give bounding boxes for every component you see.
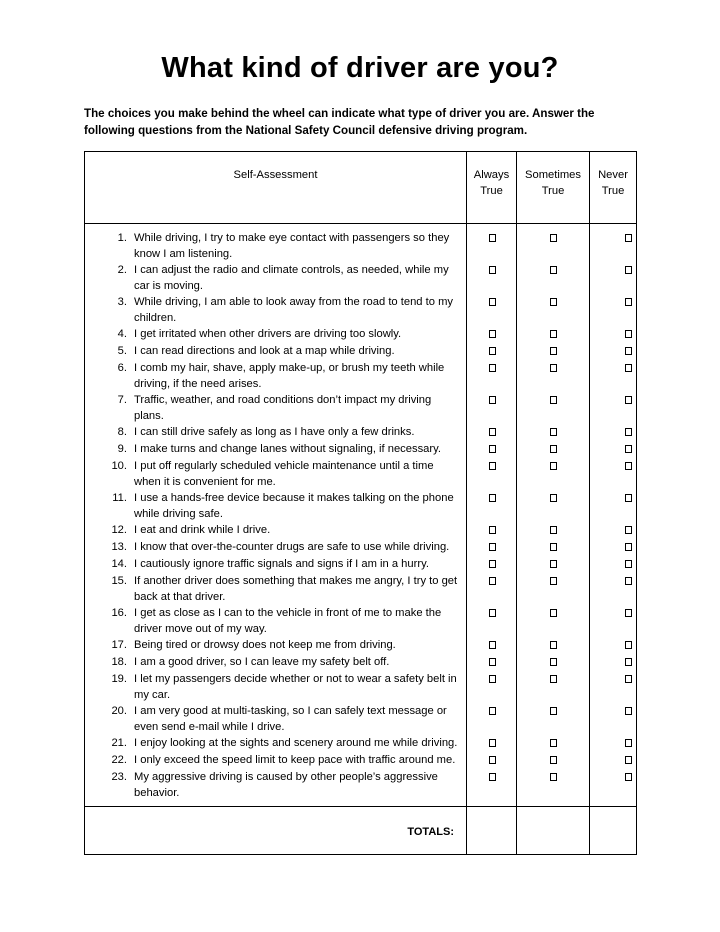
sometimes-true-checkbox[interactable]: [550, 543, 557, 551]
never-true-cell: [590, 573, 637, 605]
always-true-cell: [467, 769, 517, 807]
sometimes-true-checkbox[interactable]: [550, 773, 557, 781]
header-always-true: [467, 152, 517, 224]
never-true-checkbox[interactable]: [625, 445, 632, 453]
sometimes-true-cell: [517, 458, 590, 490]
question-text: I am very good at multi-tasking, so I can safely text message or even send e-mail while I drive.: [134, 705, 447, 733]
header-always-line1: Always: [473, 169, 510, 181]
header-never-line1: Never: [598, 169, 628, 181]
sometimes-true-cell: [517, 424, 590, 441]
sometimes-true-cell: [517, 637, 590, 654]
never-true-cell: [590, 703, 637, 735]
sometimes-true-checkbox[interactable]: [550, 739, 557, 747]
always-true-checkbox[interactable]: [489, 364, 496, 372]
never-true-cell: [590, 224, 637, 263]
totals-row: [85, 807, 637, 855]
table-row: [85, 441, 637, 458]
always-true-checkbox[interactable]: [489, 494, 496, 502]
always-true-cell: [467, 343, 517, 360]
table-row: [85, 769, 637, 807]
never-true-checkbox[interactable]: [625, 577, 632, 585]
sometimes-true-cell: [517, 522, 590, 539]
never-true-checkbox[interactable]: [625, 347, 632, 355]
sometimes-true-checkbox[interactable]: [550, 675, 557, 683]
table-row: [85, 224, 637, 263]
question-text: I put off regularly scheduled vehicle maintenance until a time when it is convenient for me.: [134, 460, 434, 488]
never-true-checkbox[interactable]: [625, 462, 632, 470]
question-cell: [85, 703, 467, 735]
question-text: I eat and drink while I drive.: [134, 524, 271, 536]
total-never-cell[interactable]: [590, 807, 637, 855]
always-true-cell: [467, 637, 517, 654]
question-cell: [85, 294, 467, 326]
sometimes-true-checkbox[interactable]: [550, 756, 557, 764]
never-true-checkbox[interactable]: [625, 756, 632, 764]
totals-label: TOTALS:: [85, 807, 467, 855]
question-text: I know that over-the-counter drugs are safe to use while driving.: [134, 541, 450, 553]
never-true-cell: [590, 392, 637, 424]
total-always-cell[interactable]: [467, 807, 517, 855]
never-true-cell: [590, 637, 637, 654]
question-text: I make turns and change lanes without signaling, if necessary.: [134, 443, 441, 455]
question-number: 8.: [117, 426, 127, 438]
question-number: 11.: [112, 492, 127, 504]
always-true-checkbox[interactable]: [489, 739, 496, 747]
always-true-cell: [467, 458, 517, 490]
sometimes-true-checkbox[interactable]: [550, 298, 557, 306]
sometimes-true-cell: [517, 703, 590, 735]
sometimes-true-cell: [517, 605, 590, 637]
sometimes-true-cell: [517, 573, 590, 605]
never-true-cell: [590, 654, 637, 671]
header-always-line2: True: [480, 185, 503, 197]
always-true-cell: [467, 654, 517, 671]
table-row: [85, 605, 637, 637]
never-true-cell: [590, 441, 637, 458]
question-number: 21.: [111, 737, 127, 749]
question-number: 4.: [117, 328, 127, 340]
never-true-cell: [590, 769, 637, 807]
always-true-checkbox[interactable]: [489, 462, 496, 470]
table-row: [85, 556, 637, 573]
header-sometimes-line2: True: [541, 185, 565, 197]
question-number: 5.: [117, 345, 127, 357]
question-number: 7.: [117, 394, 127, 406]
question-cell: [85, 556, 467, 573]
question-text: I cautiously ignore traffic signals and signs if I am in a hurry.: [134, 558, 429, 570]
always-true-checkbox[interactable]: [489, 298, 496, 306]
sometimes-true-checkbox[interactable]: [550, 609, 557, 617]
never-true-cell: [590, 671, 637, 703]
sometimes-true-checkbox[interactable]: [550, 526, 557, 534]
header-never-true: [590, 152, 637, 224]
sometimes-true-checkbox[interactable]: [550, 641, 557, 649]
never-true-checkbox[interactable]: [625, 364, 632, 372]
question-cell: [85, 752, 467, 769]
question-cell: [85, 424, 467, 441]
never-true-checkbox[interactable]: [625, 641, 632, 649]
sometimes-true-cell: [517, 671, 590, 703]
never-true-cell: [590, 539, 637, 556]
sometimes-true-cell: [517, 490, 590, 522]
question-number: 9.: [117, 443, 127, 455]
never-true-cell: [590, 360, 637, 392]
always-true-cell: [467, 294, 517, 326]
table-row: [85, 392, 637, 424]
sometimes-true-cell: [517, 224, 590, 263]
never-true-checkbox[interactable]: [625, 428, 632, 436]
never-true-cell: [590, 262, 637, 294]
never-true-checkbox[interactable]: [625, 675, 632, 683]
always-true-cell: [467, 262, 517, 294]
question-text: I use a hands-free device because it makes talking on the phone while driving safe.: [134, 492, 454, 520]
table-row: [85, 703, 637, 735]
always-true-checkbox[interactable]: [489, 234, 496, 242]
table-row: [85, 294, 637, 326]
question-number: 1.: [117, 232, 127, 244]
sometimes-true-cell: [517, 654, 590, 671]
question-cell: [85, 769, 467, 807]
always-true-cell: [467, 360, 517, 392]
intro-paragraph: The choices you make behind the wheel can indicate what type of driver you are. Answer the following questions from the National Safety Council defensive driving program.: [84, 107, 595, 137]
never-true-cell: [590, 343, 637, 360]
question-number: 15.: [111, 575, 127, 587]
sometimes-true-checkbox[interactable]: [550, 266, 557, 274]
never-true-checkbox[interactable]: [625, 298, 632, 306]
sometimes-true-cell: [517, 326, 590, 343]
question-number: 22.: [111, 754, 127, 766]
never-true-cell: [590, 556, 637, 573]
question-number: 6.: [117, 362, 127, 374]
question-cell: [85, 326, 467, 343]
always-true-checkbox[interactable]: [489, 641, 496, 649]
never-true-checkbox[interactable]: [625, 707, 632, 715]
always-true-checkbox[interactable]: [489, 526, 496, 534]
always-true-checkbox[interactable]: [489, 330, 496, 338]
sometimes-true-checkbox[interactable]: [550, 364, 557, 372]
always-true-checkbox[interactable]: [489, 609, 496, 617]
question-number: 19.: [111, 673, 127, 685]
always-true-cell: [467, 703, 517, 735]
sometimes-true-checkbox[interactable]: [550, 234, 557, 242]
table-row: [85, 458, 637, 490]
sometimes-true-checkbox[interactable]: [550, 577, 557, 585]
question-text: I can still drive safely as long as I have only a few drinks.: [134, 426, 415, 438]
never-true-cell: [590, 522, 637, 539]
question-number: 2.: [117, 264, 127, 276]
question-number: 20.: [111, 705, 127, 717]
never-true-checkbox[interactable]: [625, 526, 632, 534]
always-true-checkbox[interactable]: [489, 428, 496, 436]
question-text: I can read directions and look at a map while driving.: [134, 345, 395, 357]
question-text: If another driver does something that makes me angry, I try to get back at that driver.: [134, 575, 458, 603]
always-true-cell: [467, 671, 517, 703]
always-true-cell: [467, 522, 517, 539]
question-text: I only exceed the speed limit to keep pace with traffic around me.: [134, 754, 456, 766]
table-row: [85, 671, 637, 703]
sometimes-true-cell: [517, 556, 590, 573]
question-text: I let my passengers decide whether or not to wear a safety belt in my car.: [134, 673, 457, 701]
question-text: I am a good driver, so I can leave my safety belt off.: [134, 656, 390, 668]
always-true-cell: [467, 735, 517, 752]
always-true-checkbox[interactable]: [489, 756, 496, 764]
never-true-cell: [590, 735, 637, 752]
header-self-assessment: Self-Assessment: [85, 152, 467, 224]
question-cell: [85, 392, 467, 424]
sometimes-true-cell: [517, 539, 590, 556]
question-text: I get irritated when other drivers are driving too slowly.: [134, 328, 402, 340]
never-true-checkbox[interactable]: [625, 739, 632, 747]
never-true-checkbox[interactable]: [625, 609, 632, 617]
sometimes-true-checkbox[interactable]: [550, 330, 557, 338]
never-true-checkbox[interactable]: [625, 266, 632, 274]
sometimes-true-checkbox[interactable]: [550, 462, 557, 470]
question-cell: [85, 441, 467, 458]
always-true-checkbox[interactable]: [489, 577, 496, 585]
header-never-line2: True: [601, 185, 625, 197]
question-text: While driving, I try to make eye contact with passengers so they know I am listening.: [134, 232, 450, 260]
sometimes-true-cell: [517, 294, 590, 326]
always-true-cell: [467, 424, 517, 441]
question-number: 12.: [111, 524, 127, 536]
question-cell: [85, 224, 467, 263]
question-cell: [85, 573, 467, 605]
question-number: 17.: [111, 639, 127, 651]
never-true-cell: [590, 605, 637, 637]
question-number: 16.: [111, 607, 127, 619]
page-title: What kind of driver are you?: [161, 52, 559, 84]
table-row: [85, 522, 637, 539]
question-cell: [85, 360, 467, 392]
table-row: [85, 637, 637, 654]
sometimes-true-cell: [517, 735, 590, 752]
always-true-checkbox[interactable]: [489, 347, 496, 355]
never-true-checkbox[interactable]: [625, 396, 632, 404]
sometimes-true-checkbox[interactable]: [550, 428, 557, 436]
always-true-cell: [467, 539, 517, 556]
never-true-cell: [590, 326, 637, 343]
always-true-cell: [467, 605, 517, 637]
never-true-cell: [590, 752, 637, 769]
table-row: [85, 539, 637, 556]
table-row: [85, 735, 637, 752]
table-header-row: [85, 152, 637, 224]
sometimes-true-cell: [517, 441, 590, 458]
question-number: 14.: [111, 558, 127, 570]
sometimes-true-checkbox[interactable]: [550, 347, 557, 355]
never-true-checkbox[interactable]: [625, 234, 632, 242]
question-number: 13.: [111, 541, 127, 553]
sometimes-true-checkbox[interactable]: [550, 494, 557, 502]
question-text: While driving, I am able to look away from the road to tend to my children.: [134, 296, 453, 324]
table-row: [85, 360, 637, 392]
never-true-checkbox[interactable]: [625, 330, 632, 338]
table-row: [85, 752, 637, 769]
header-sometimes-line1: Sometimes: [525, 169, 581, 181]
total-sometimes-cell[interactable]: [517, 807, 590, 855]
question-cell: [85, 671, 467, 703]
sometimes-true-cell: [517, 262, 590, 294]
always-true-cell: [467, 392, 517, 424]
question-cell: [85, 637, 467, 654]
table-row: [85, 573, 637, 605]
never-true-checkbox[interactable]: [625, 658, 632, 666]
always-true-cell: [467, 573, 517, 605]
always-true-cell: [467, 556, 517, 573]
always-true-checkbox[interactable]: [489, 658, 496, 666]
sometimes-true-checkbox[interactable]: [550, 396, 557, 404]
sometimes-true-cell: [517, 769, 590, 807]
never-true-checkbox[interactable]: [625, 494, 632, 502]
sometimes-true-cell: [517, 392, 590, 424]
never-true-cell: [590, 294, 637, 326]
always-true-checkbox[interactable]: [489, 707, 496, 715]
question-cell: [85, 605, 467, 637]
self-assessment-table: [84, 151, 637, 855]
table-row: [85, 326, 637, 343]
never-true-cell: [590, 458, 637, 490]
always-true-checkbox[interactable]: [489, 543, 496, 551]
question-cell: [85, 490, 467, 522]
question-cell: [85, 458, 467, 490]
question-number: 10.: [111, 460, 127, 472]
header-sometimes-true: [517, 152, 590, 224]
question-cell: [85, 522, 467, 539]
never-true-cell: [590, 424, 637, 441]
table-row: [85, 343, 637, 360]
always-true-cell: [467, 752, 517, 769]
sometimes-true-cell: [517, 360, 590, 392]
never-true-checkbox[interactable]: [625, 543, 632, 551]
sometimes-true-checkbox[interactable]: [550, 560, 557, 568]
sometimes-true-checkbox[interactable]: [550, 658, 557, 666]
question-cell: [85, 735, 467, 752]
question-cell: [85, 343, 467, 360]
sometimes-true-checkbox[interactable]: [550, 707, 557, 715]
question-cell: [85, 539, 467, 556]
question-text: Traffic, weather, and road conditions don’t impact my driving plans.: [134, 394, 432, 422]
question-cell: [85, 262, 467, 294]
table-row: [85, 262, 637, 294]
question-number: 18.: [111, 656, 127, 668]
always-true-checkbox[interactable]: [489, 396, 496, 404]
question-number: 3.: [117, 296, 127, 308]
always-true-checkbox[interactable]: [489, 675, 496, 683]
always-true-cell: [467, 490, 517, 522]
never-true-cell: [590, 490, 637, 522]
sometimes-true-cell: [517, 343, 590, 360]
always-true-checkbox[interactable]: [489, 445, 496, 453]
question-number: 23.: [111, 771, 127, 783]
sometimes-true-cell: [517, 752, 590, 769]
table-row: [85, 490, 637, 522]
question-text: My aggressive driving is caused by other people’s aggressive behavior.: [134, 771, 438, 799]
never-true-checkbox[interactable]: [625, 560, 632, 568]
question-text: I enjoy looking at the sights and scenery around me while driving.: [134, 737, 458, 749]
question-text: I comb my hair, shave, apply make-up, or brush my teeth while driving, if the need arises.: [134, 362, 445, 390]
question-list: [85, 224, 637, 807]
table-row: [85, 424, 637, 441]
question-cell: [85, 654, 467, 671]
question-text: I get as close as I can to the vehicle in front of me to make the driver move out of my way.: [134, 607, 442, 635]
always-true-checkbox[interactable]: [489, 560, 496, 568]
always-true-cell: [467, 441, 517, 458]
table-row: [85, 654, 637, 671]
sometimes-true-checkbox[interactable]: [550, 445, 557, 453]
question-text: I can adjust the radio and climate controls, as needed, while my car is moving.: [134, 264, 449, 292]
always-true-checkbox[interactable]: [489, 266, 496, 274]
never-true-checkbox[interactable]: [625, 773, 632, 781]
always-true-cell: [467, 326, 517, 343]
always-true-cell: [467, 224, 517, 263]
always-true-checkbox[interactable]: [489, 773, 496, 781]
question-text: Being tired or drowsy does not keep me from driving.: [134, 639, 396, 651]
